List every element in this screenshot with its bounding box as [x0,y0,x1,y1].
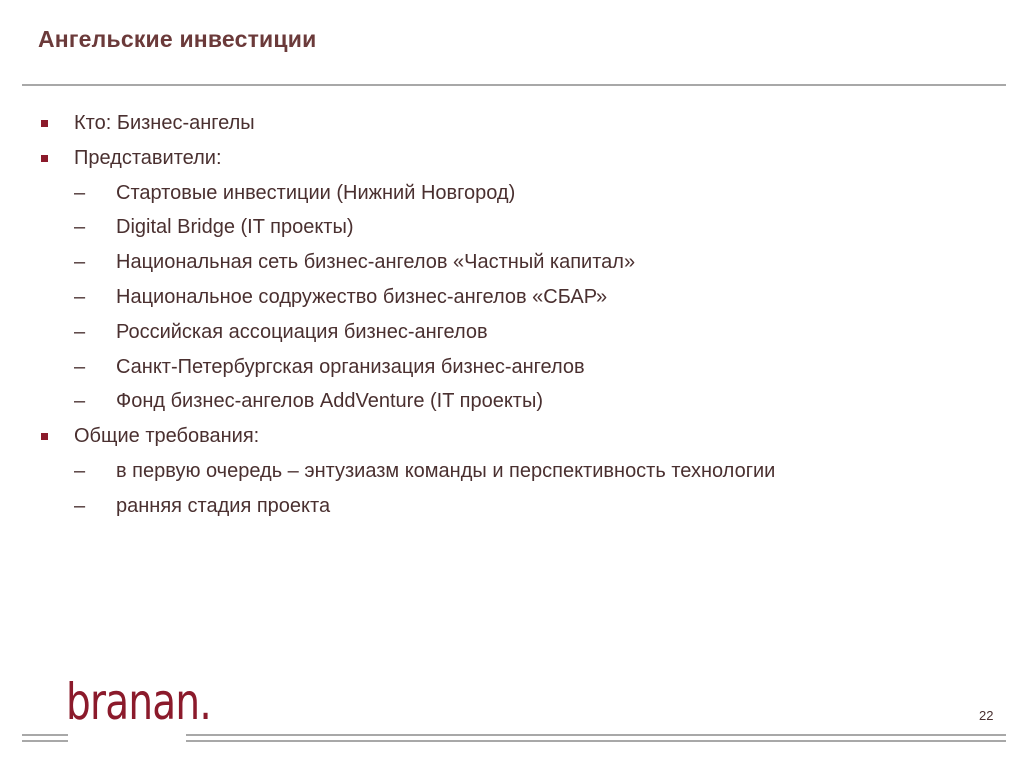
list-item [0,245,1024,280]
list-item [0,350,1024,385]
list-item [0,454,1024,489]
list-item-text: в первую очередь – энтузиазм команды и перспективность технологии [116,459,776,482]
list-item-text: Национальная сеть бизнес-ангелов «Частный капитал» [116,251,636,274]
list-item-text: Санкт-Петербургская организация бизнес-ангелов [116,355,585,378]
list-item [0,384,1024,419]
list-item-text: Digital Bridge (IT проекты) [116,216,354,239]
list-item-text: Российская ассоциация бизнес-ангелов [116,320,488,343]
list-item-text: Кто: Бизнес-ангелы [74,112,255,134]
list-item-text: Общие требования: [74,425,260,448]
bullet-list [0,106,1024,524]
list-item [0,280,1024,315]
footer-rule-right-top [186,734,1006,736]
list-item [0,106,1024,141]
square-bullet-icon [41,155,48,162]
list-item [0,141,1024,176]
list-item-text: ранняя стадия проекта [116,494,331,517]
list-item [0,176,1024,211]
square-bullet-icon [41,120,48,127]
dash-bullet-icon: – [74,459,86,482]
dash-bullet-icon: – [74,251,86,274]
title-divider [22,84,1006,86]
dash-bullet-icon: – [74,494,86,517]
list-item-text: Представители: [74,146,222,169]
list-item [0,419,1024,454]
list-item [0,489,1024,524]
dash-bullet-icon: – [74,355,86,378]
footer-rule-right-bottom [186,740,1006,742]
slide-title: Ангельские инвестиции [38,26,317,52]
footer-rule-left-top [22,734,68,736]
dash-bullet-icon: – [74,320,86,343]
list-item [0,315,1024,350]
dash-bullet-icon: – [74,390,86,413]
list-item-text: Фонд бизнес-ангелов AddVenture (IT проекты) [116,390,543,413]
dash-bullet-icon: – [74,216,86,239]
square-bullet-icon [41,433,48,440]
list-item-text: Стартовые инвестиции (Нижний Новгород) [116,181,516,204]
dash-bullet-icon: – [74,285,86,308]
footer-rule-left-bottom [22,740,68,742]
page-number: 22 [979,708,994,723]
dash-bullet-icon: – [74,181,86,204]
list-item-text: Национальное содружество бизнес-ангелов «СБАР» [116,285,608,308]
list-item [0,210,1024,245]
branan-logo: branan. [66,673,211,731]
